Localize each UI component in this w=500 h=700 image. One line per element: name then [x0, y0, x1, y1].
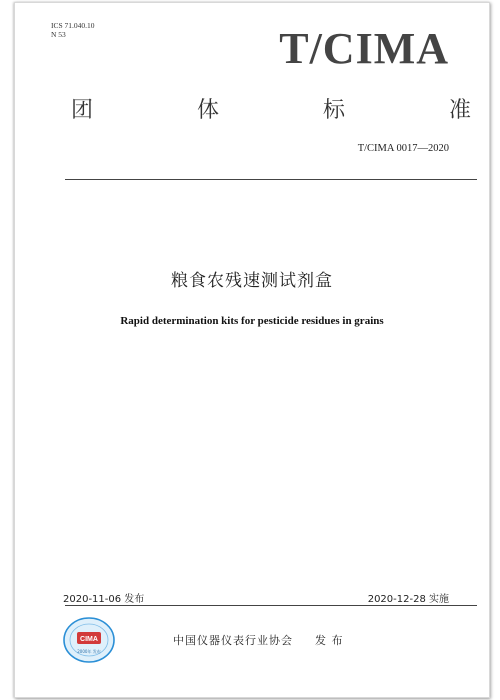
- ccs-code: N 53: [51, 30, 66, 39]
- association-seal-logo: [61, 615, 117, 665]
- standard-type-char: 团: [71, 98, 94, 123]
- title-english: Rapid determination kits for pesticide residues in grains: [120, 315, 384, 327]
- classification-codes: [51, 21, 95, 39]
- document-page: [14, 2, 490, 698]
- standard-type-char: 标: [322, 98, 345, 123]
- standard-brand: T/CIMA: [279, 24, 449, 73]
- standard-type: [71, 93, 471, 124]
- seal-small-text: 2000年 发布: [77, 649, 101, 654]
- header-divider: [65, 179, 477, 180]
- ics-code: ICS 71.040.10: [51, 21, 95, 30]
- seal-abbreviation: CIMA: [80, 636, 98, 643]
- issue-date: 2020-11-06 发布: [63, 594, 145, 605]
- standard-number: T/CIMA 0017—2020: [357, 143, 449, 154]
- issuer-publish-word: 发 布: [315, 634, 344, 647]
- standard-type-char: 准: [448, 98, 471, 123]
- title-chinese: 粮食农残速测试剂盒: [171, 271, 333, 291]
- issuer-name: 中国仪器仪表行业协会: [173, 634, 293, 647]
- issuing-body: [173, 632, 344, 648]
- implement-date: 2020-12-28 实施: [367, 594, 449, 605]
- footer-divider: [65, 605, 477, 606]
- standard-type-char: 体: [196, 98, 219, 123]
